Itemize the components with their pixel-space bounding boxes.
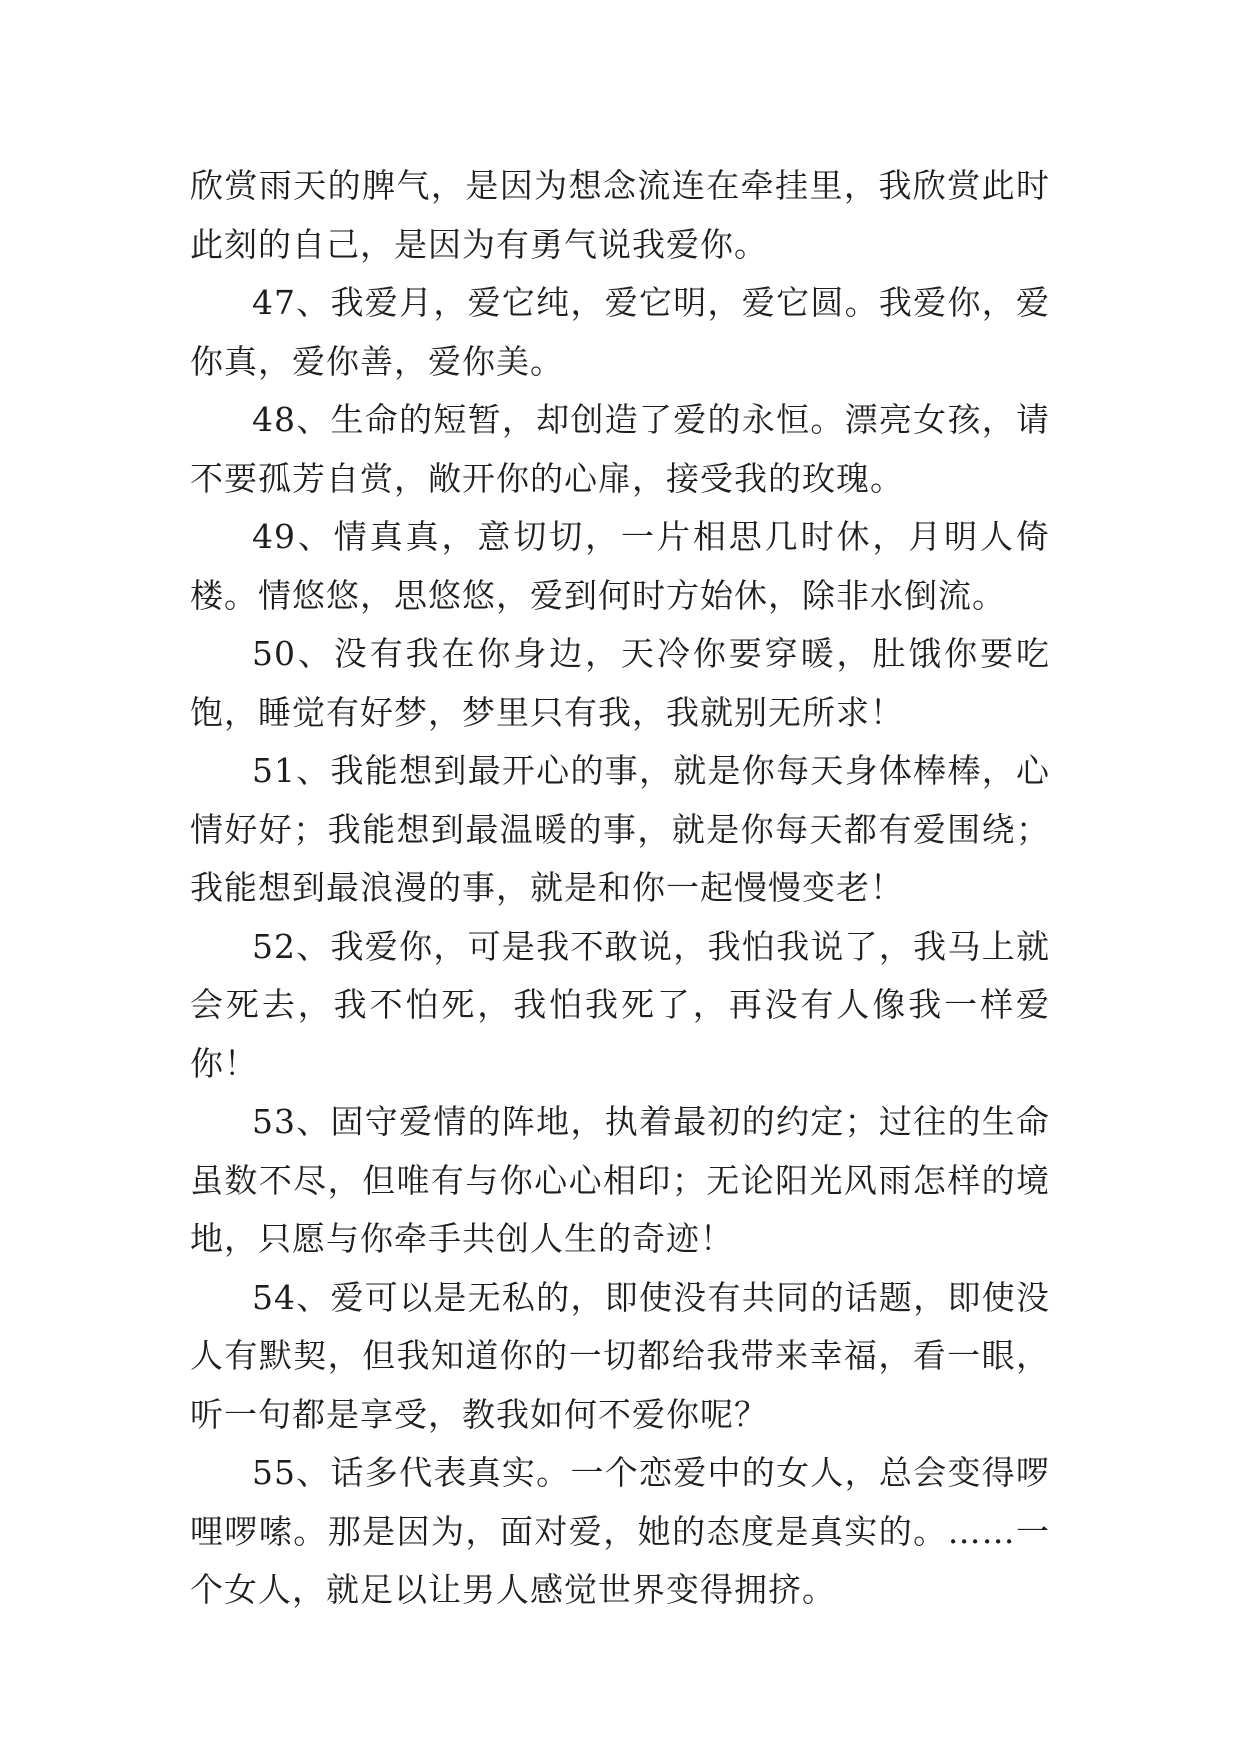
paragraph-47: 47、我爱月，爱它纯，爱它明，爱它圆。我爱你，爱你真，爱你善，爱你美。 [190,283,1050,381]
paragraph-55: 55、话多代表真实。一个恋爱中的女人，总会变得啰哩啰嗦。那是因为，面对爱，她的态度是真实的。……一个女人，就足以让男人感觉世界变得拥挤。 [190,1453,1050,1609]
paragraph-53: 53、固守爱情的阵地，执着最初的约定；过往的生命虽数不尽，但唯有与你心心相印；无论阳光风雨怎样的境地，只愿与你牵手共创人生的奇迹！ [190,1102,1050,1258]
paragraph-49: 49、情真真，意切切，一片相思几时休，月明人倚楼。情悠悠，思悠悠，爱到何时方始休，除非水倒流。 [190,517,1050,615]
paragraph-continuation: 欣赏雨天的脾气，是因为想念流连在牵挂里，我欣赏此时此刻的自己，是因为有勇气说我爱你。 [190,166,1050,264]
paragraph-50: 50、没有我在你身边，天冷你要穿暖，肚饿你要吃饱，睡觉有好梦，梦里只有我，我就别无所求！ [190,634,1050,732]
paragraph-51: 51、我能想到最开心的事，就是你每天身体棒棒，心情好好；我能想到最温暖的事，就是你每天都有爱围绕；我能想到最浪漫的事，就是和你一起慢慢变老！ [190,751,1050,907]
paragraph-52: 52、我爱你，可是我不敢说，我怕我说了，我马上就会死去，我不怕死，我怕我死了，再没有人像我一样爱你！ [190,926,1050,1083]
paragraph-48: 48、生命的短暂，却创造了爱的永恒。漂亮女孩，请不要孤芳自赏，敞开你的心扉，接受我的玫瑰。 [190,400,1050,498]
paragraph-54: 54、爱可以是无私的，即使没有共同的话题，即使没人有默契，但我知道你的一切都给我带来幸福，看一眼，听一句都是享受，教我如何不爱你呢？ [190,1277,1050,1434]
document-body [190,157,1050,1620]
